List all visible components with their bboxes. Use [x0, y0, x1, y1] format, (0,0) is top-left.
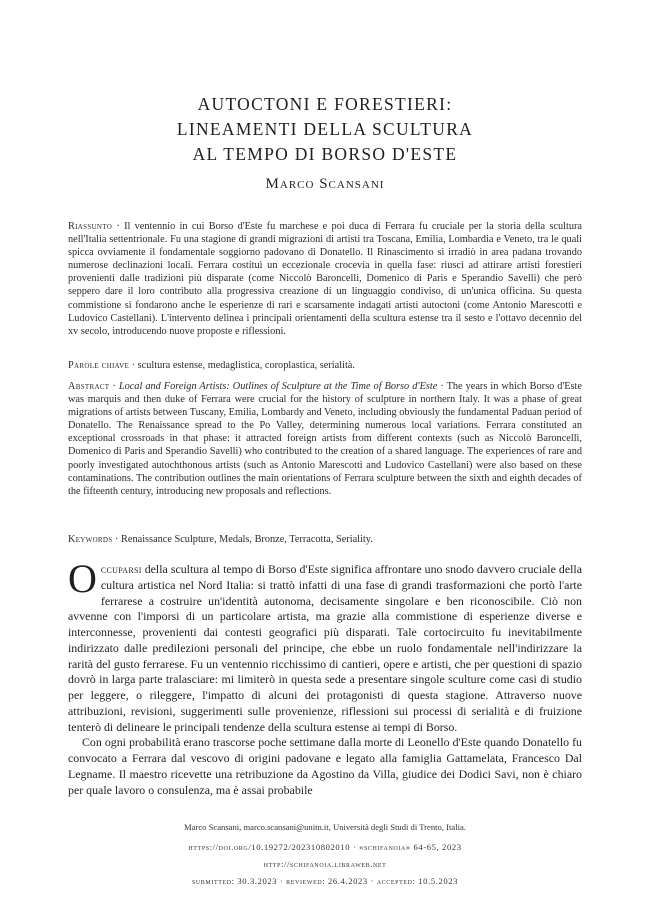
riassunto-block: Riassunto · Il ventennio in cui Borso d'Este fu marchese e poi duca di Ferrara fu cruciale per la storia della scultura nell'Italia settentrionale. Fu una stagione di grandi migrazioni di artisti tra Toscana, Emilia, Lombardia e Veneto, tra le quali spicca ovviamente il fondamentale soggiorno padovano di Donatello. Il Rinascimento si irradiò in area padana trovando numerose declinazioni locali. Ferrara costituì un eccezionale crocevia in quella fase: riuscì ad attirare artisti forestieri provenienti dalle tradizioni più disparate (come Niccolò Baroncelli, Domenico di Paris e Sperandio Savelli) che però seppero dare il loro contributo alla progressiva creazione di un linguaggio condiviso, di un'unica officina. Su questa commistione si fondarono anche le esperienze di rari e scarsamente indagati artisti autoctoni (come Antonio Marescotti e Ludovico Castellani). L'intervento delinea i principali orientamenti della scultura estense tra il sesto e l'ottavo decennio del xv secolo, introducendo nuove proposte e riflessioni.: [68, 221, 583, 337]
title-line-3: AL TEMPO DI BORSO D'ESTE: [192, 144, 458, 164]
keywords-block: Keywords · Renaissance Sculpture, Medals, Bronze, Terracotta, Seriality.: [68, 534, 373, 545]
author-name: Marco Scansani: [265, 176, 385, 192]
parole-chiave-text: scultura estense, medaglistica, coroplastica, serialità.: [137, 360, 355, 371]
body-paragraph-2: Con ogni probabilità erano trascorse poche settimane dalla morte di Leonello d'Este quando Donatello fu convocato a Ferrara dal vescovo di origini padovane e legato alla famiglia Gattamelata, Francesco Dal Legname. Il maestro ricevette una retribuzione da Agostino da Villa, giudice dei Dodici Savi, non è chiaro per quale lavoro o consulenza, ma è assai probabile: [68, 735, 582, 797]
footer-url: http://schifanoia.libraweb.net: [263, 859, 387, 869]
riassunto-text: Il ventennio in cui Borso d'Este fu marchese e poi duca di Ferrara fu cruciale per la storia della scultura nell'Italia settentrionale. Fu una stagione di grandi migrazioni di artisti tra Toscana, Emilia, Lombardia e Veneto, tra le quali spicca ovviamente il fondamentale soggiorno padovano di Donatello. Il Rinascimento si irradiò in area padana trovando numerose declinazioni locali. Ferrara costituì un eccezionale crocevia in quella fase: riuscì ad attirare artisti forestieri provenienti dalle tradizioni più disparate (come Niccolò Baroncelli, Domenico di Paris e Sperandio Savelli) che però seppero dare il loro contributo alla progressiva creazione di un linguaggio condiviso, di un'unica officina. Su questa commistione si fondarono anche le esperienze di rari e scarsamente indagati artisti autoctoni (come Antonio Marescotti e Ludovico Castellani). L'intervento delinea i principali orientamenti della scultura estense tra il sesto e l'ottavo decennio del xv secolo, introducendo nuove proposte e riflessioni.: [68, 221, 583, 337]
footer-dates: submitted: 30.3.2023 · reviewed: 26.4.2023 · accepted: 10.5.2023: [191, 876, 459, 886]
abstract-block: Abstract · Local and Foreign Artists: Outlines of Sculpture at the Time of Borso d'Este · The years in which Borso d'Este was marquis and then duke of Ferrara were crucial for the history of sculpture in northern Italy. It was a phase of great migrations of artists between Tuscany, Emilia, Lombardy and Veneto, including obviously the fundamental Paduan period of Donatello. The Renaissance spread to the Po Valley, determining numerous local variations. Ferrara constituted an exceptional crossroads in that phase: it attracted foreign artists from different contexts (such as Niccolò Baroncelli, Domenico di Paris and Sperandio Savelli) who contributed to the creation of a shared language. The experiences of rare and poorly investigated autochthonous artists (such as Antonio Marescotti and Ludovico Castellani) were also based on these contaminations. The contribution outlines the main orientations of Ferrara sculpture between the sixth and eighth decades of the fifteenth century, introducing new proposals and reflections.: [68, 381, 582, 497]
drop-cap: O: [68, 556, 97, 601]
article-title: [0, 92, 650, 167]
abstract-text: The years in which Borso d'Este was marquis and then duke of Ferrara were crucial for the history of sculpture in northern Italy. It was a phase of great migrations of artists between Tuscany, Emilia, Lombardy and Veneto, including obviously the fundamental Paduan period of Donatello. The Renaissance spread to the Po Valley, determining numerous local variations. Ferrara constituted an exceptional crossroads in that phase: it attracted foreign artists from different contexts (such as Niccolò Baroncelli, Domenico di Paris and Sperandio Savelli) who contributed to the creation of a shared language. The experiences of rare and poorly investigated autochthonous artists (such as Antonio Marescotti and Ludovico Castellani) were also based on these contaminations. The contribution outlines the main orientations of Ferrara sculpture between the sixth and eighth decades of the fifteenth century, introducing new proposals and reflections.: [68, 381, 582, 497]
lead-word: ccuparsi: [100, 562, 142, 576]
parole-chiave-label: Parole chiave: [68, 360, 130, 371]
body-paragraph-1: [68, 556, 582, 735]
keywords-text: Renaissance Sculpture, Medals, Bronze, Terracotta, Seriality.: [121, 534, 373, 545]
parole-chiave-block: Parole chiave · scultura estense, medaglistica, coroplastica, serialità.: [68, 360, 355, 371]
abstract-title: Local and Foreign Artists: Outlines of Sculpture at the Time of Borso d'Este: [118, 381, 438, 392]
paragraph-1-text: della scultura al tempo di Borso d'Este significa affrontare uno snodo davvero cruciale della cultura artistica nel Nord Italia: si trattò infatti di una fase di grandi trasformazioni che portò l'arte ferrarese a costruire un'identità autonoma, decisamente singolare e ben riconoscibile. Ciò non avvenne con l'imporsi di un particolare artista, ma grazie alla commistione di esperienze diverse e interconnesse, provenienti dai contesti geografici più disparati. Tale cortocircuito fu inevitabilmente indirizzato dalle predilezioni personali del principe, che ebbe un ruolo fondamentale nell'indirizzare la rarità del gusto ferrarese. Fu un ventennio ricchissimo di cantieri, opere e artisti, che per questioni di spazio dovrò in larga parte tralasciare: mi limiterò in questa sede a presentare singole sculture come casi di studio per leggere, o rileggere, l'impatto di alcuni dei protagonisti di questa stagione. Attraverso nuove attribuzioni, revisioni, suggerimenti sulle provenienze, riflessioni sui processi di serialità e di fruizione tenterò di delineare le principali tendenze della scultura estense ai tempi di Borso.: [68, 562, 582, 734]
riassunto-label: Riassunto: [68, 221, 113, 232]
article-body: [68, 556, 582, 798]
footer-affiliation: Marco Scansani, marco.scansani@unitn.it, Università degli Studi di Trento, Italia.: [184, 822, 466, 832]
title-line-2: LINEAMENTI DELLA SCULTURA: [176, 119, 474, 139]
keywords-label: Keywords: [68, 534, 113, 545]
abstract-label: Abstract: [68, 381, 110, 392]
footer-doi: https://doi.org/10.19272/202310802010 · «schifanoia» 64-65, 2023: [188, 842, 462, 852]
title-line-1: AUTOCTONI E FORESTIERI:: [197, 94, 453, 114]
